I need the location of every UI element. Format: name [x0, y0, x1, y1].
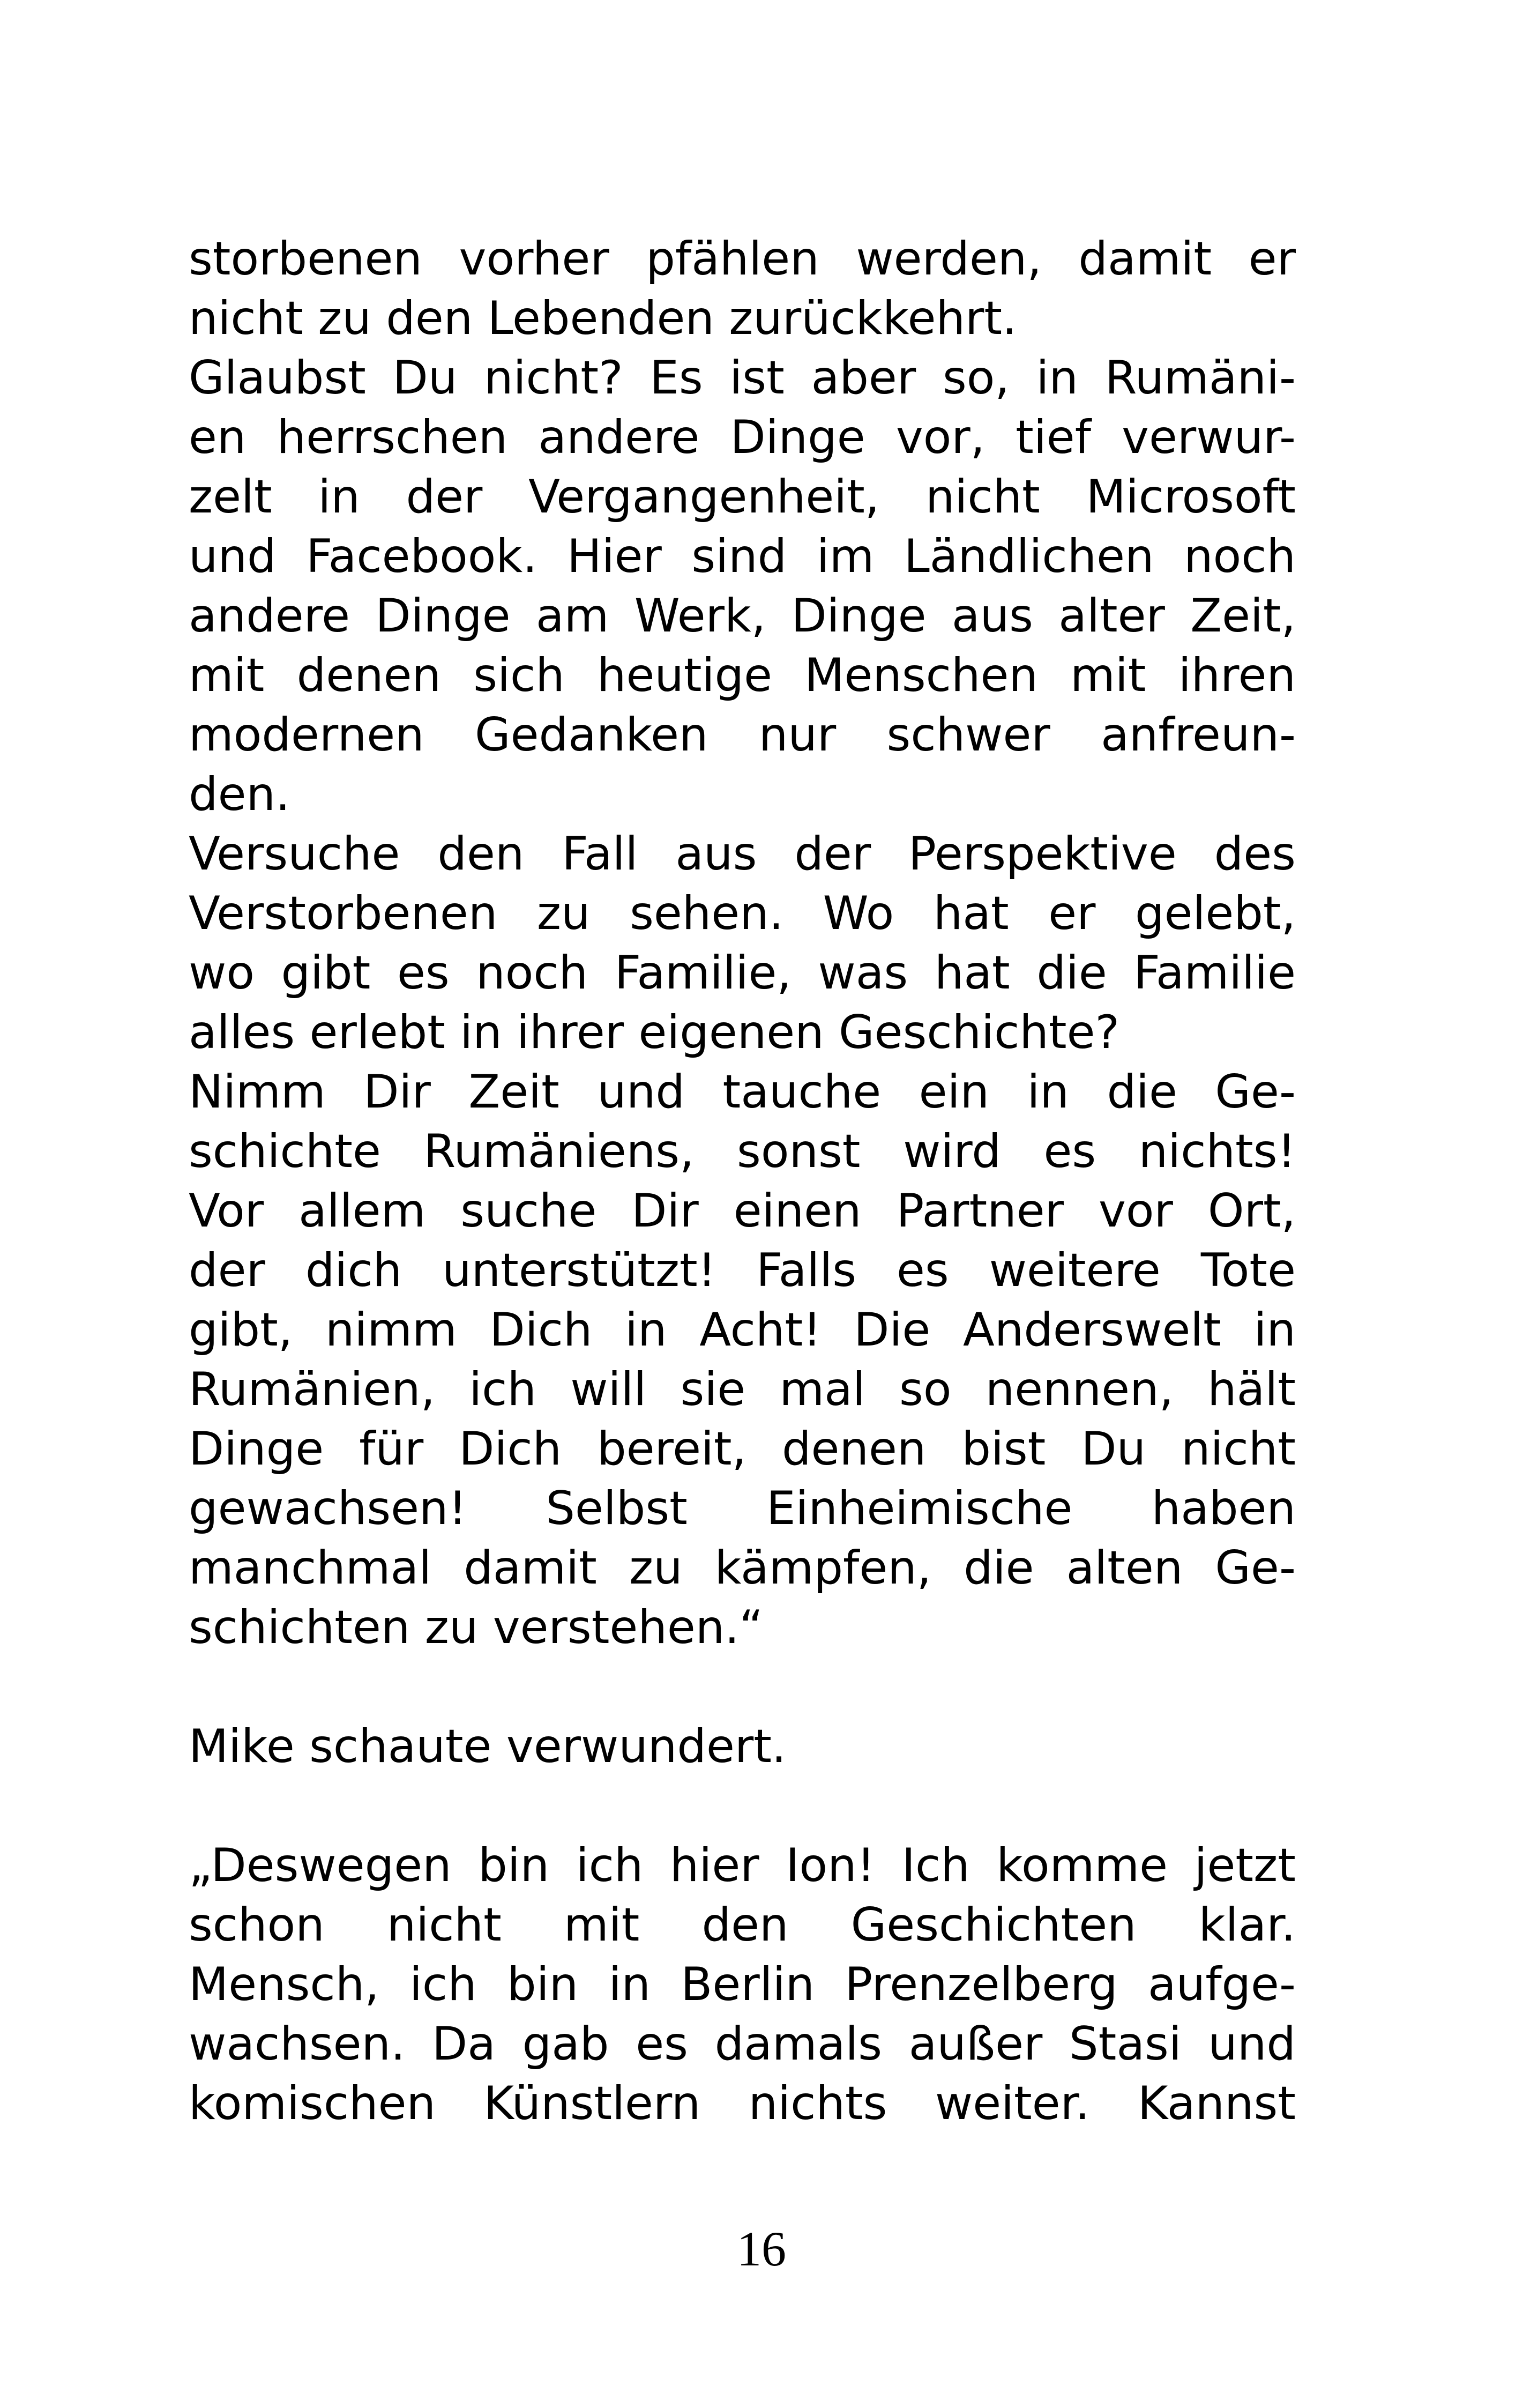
text-line: zelt in der Vergangenheit, nicht Microsoft: [189, 470, 1296, 524]
text-line: en herrschen andere Dinge vor, tief verwur-: [189, 411, 1296, 464]
text-line: wachsen. Da gab es damals außer Stasi und: [189, 2017, 1296, 2071]
text-line: gewachsen! Selbst Einheimische haben: [189, 1482, 1296, 1535]
text-line: mit denen sich heutige Menschen mit ihren: [189, 649, 1296, 702]
text-line: wo gibt es noch Familie, was hat die Familie: [189, 946, 1296, 1000]
text-line: „Deswegen bin ich hier Ion! Ich komme jetzt: [189, 1839, 1296, 1892]
text-line: den.: [189, 768, 290, 821]
text-line: gibt, nimm Dich in Acht! Die Anderswelt in: [189, 1303, 1296, 1357]
text-line: storbenen vorher pfählen werden, damit er: [189, 232, 1296, 286]
paragraph-gap: [189, 1658, 1296, 1717]
text-line: andere Dinge am Werk, Dinge aus alter Zeit,: [189, 589, 1296, 643]
text-line: Verstorbenen zu sehen. Wo hat er gelebt,: [189, 887, 1296, 940]
text-line: Rumänien, ich will sie mal so nennen, hält: [189, 1363, 1296, 1416]
text-line: und Facebook. Hier sind im Ländlichen noch: [189, 530, 1296, 583]
text-line: Mensch, ich bin in Berlin Prenzelberg aufge-: [189, 1958, 1296, 2011]
text-line: der dich unterstützt! Falls es weitere Tote: [189, 1244, 1296, 1297]
text-line: komischen Künstlern nichts weiter. Kannst: [189, 2077, 1296, 2130]
text-line: Versuche den Fall aus der Perspektive des: [189, 827, 1296, 881]
text-line: Nimm Dir Zeit und tauche ein in die Ge-: [189, 1065, 1296, 1119]
text-line: schon nicht mit den Geschichten klar.: [189, 1898, 1296, 1952]
body-text: [189, 229, 1296, 2134]
text-line: Mike schaute verwundert.: [189, 1720, 787, 1773]
text-line: Glaubst Du nicht? Es ist aber so, in Rumäni-: [189, 351, 1296, 405]
text-line: modernen Gedanken nur schwer anfreun-: [189, 708, 1296, 762]
text-line: schichte Rumäniens, sonst wird es nichts!: [189, 1125, 1296, 1178]
text-line: Dinge für Dich bereit, denen bist Du nicht: [189, 1422, 1296, 1476]
text-line: nicht zu den Lebenden zurückkehrt.: [189, 292, 1017, 345]
text-line: alles erlebt in ihrer eigenen Geschichte?: [189, 1006, 1120, 1059]
text-line: Vor allem suche Dir einen Partner vor Ort,: [189, 1184, 1296, 1238]
paragraph-gap: [189, 1777, 1296, 1836]
text-line: schichten zu verstehen.“: [189, 1601, 764, 1654]
text-line: manchmal damit zu kämpfen, die alten Ge-: [189, 1541, 1296, 1595]
page-number: 16: [737, 2221, 786, 2276]
